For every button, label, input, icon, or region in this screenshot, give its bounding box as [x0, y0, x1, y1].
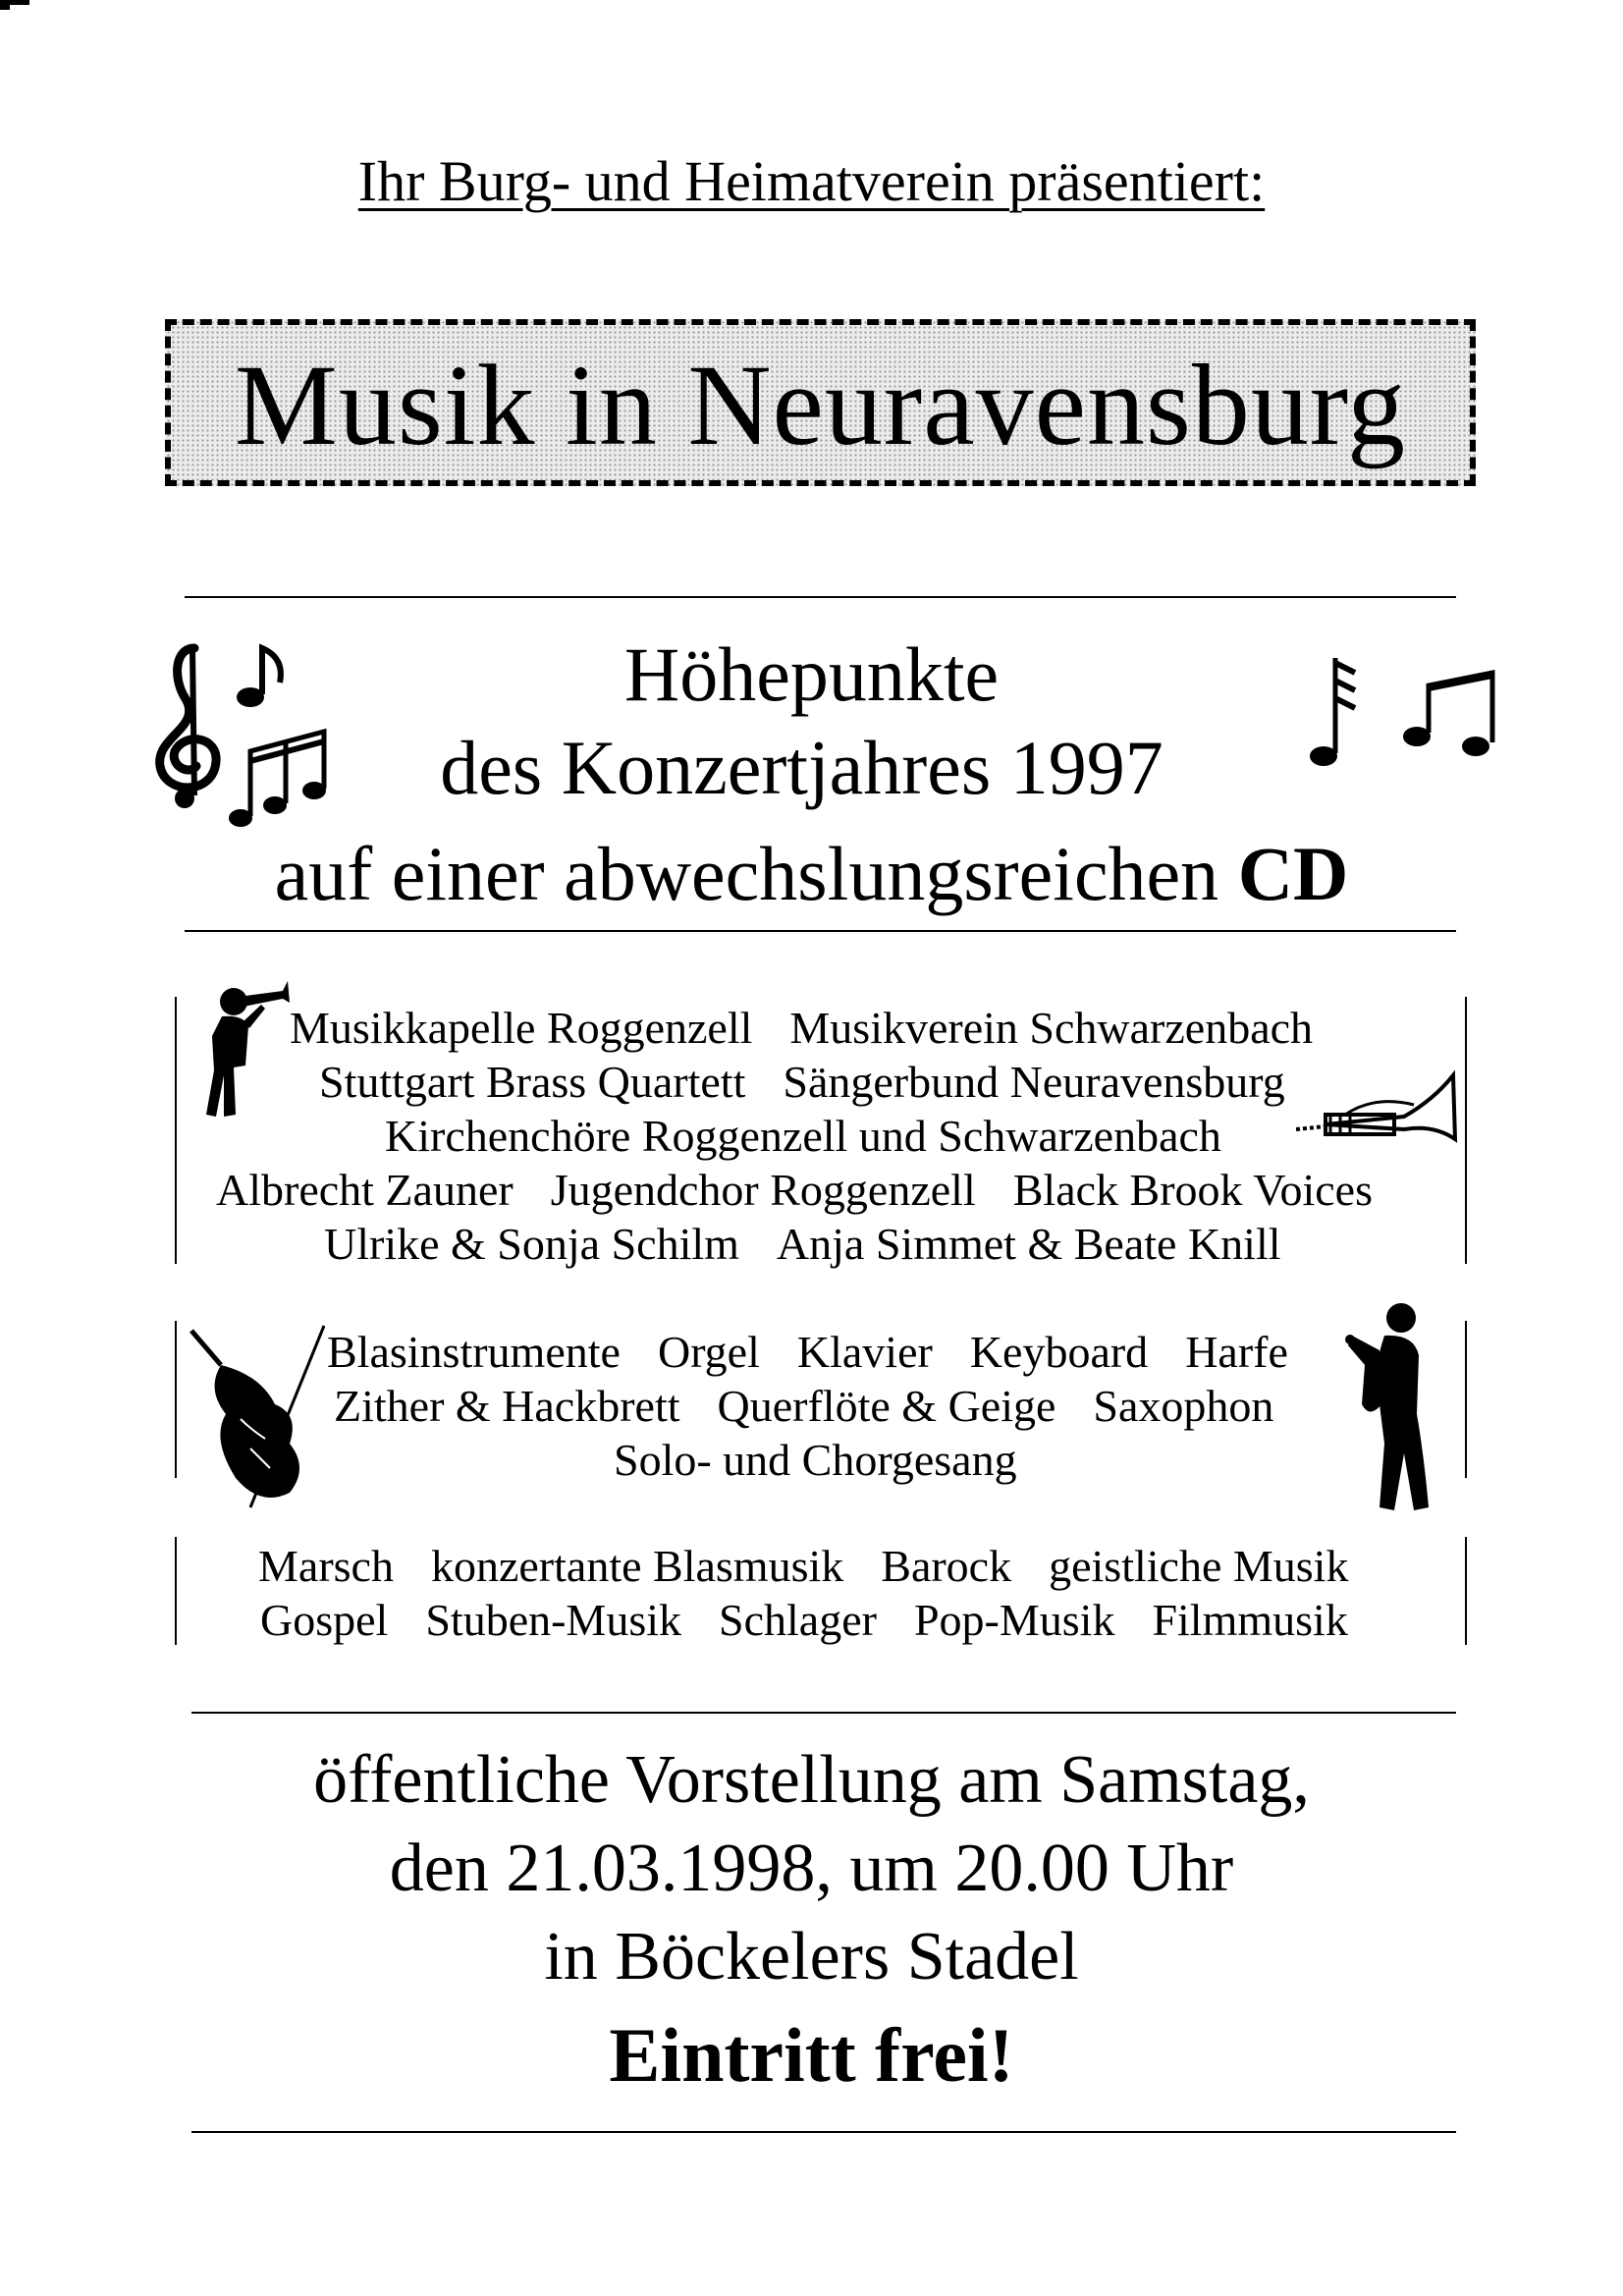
instrument: Zither & Hackbrett — [334, 1381, 680, 1431]
instruments-row — [614, 1434, 1017, 1487]
performer: Kirchenchöre Roggenzell und Schwarzenbach — [385, 1111, 1221, 1161]
performer: Musikverein Schwarzenbach — [789, 1003, 1314, 1053]
genre: Pop-Musik — [913, 1595, 1115, 1645]
trumpeter-icon — [194, 977, 293, 1124]
genre: geistliche Musik — [1049, 1541, 1349, 1591]
performer: Jugendchor Roggenzell — [550, 1165, 976, 1215]
music-notes-icon — [221, 643, 329, 830]
instrument: Keyboard — [969, 1327, 1149, 1377]
genre: Gospel — [260, 1595, 389, 1645]
instrument: Orgel — [657, 1327, 760, 1377]
performers-row — [324, 1218, 1281, 1271]
highlights-cd: CD — [1237, 831, 1349, 916]
title-banner — [165, 319, 1476, 486]
instruments-row — [334, 1380, 1273, 1433]
section-border-left — [175, 997, 177, 1264]
section-border-right — [1465, 997, 1467, 1264]
divider — [191, 2131, 1456, 2133]
performer: Sängerbund Neuravensburg — [783, 1057, 1285, 1107]
trumpet-icon — [1286, 1056, 1463, 1144]
performer: Ulrike & Sonja Schilm — [324, 1219, 739, 1269]
genre: Schlager — [719, 1595, 877, 1645]
divider — [185, 930, 1456, 932]
section-border-left — [175, 1321, 177, 1478]
entry-notice: Eintritt frei! — [609, 2012, 1014, 2098]
genre: konzertante Blasmusik — [430, 1541, 844, 1591]
divider — [185, 596, 1456, 598]
presenter-text: Ihr Burg- und Heimatverein präsentiert: — [357, 149, 1266, 213]
genre: Barock — [881, 1541, 1012, 1591]
performers-row — [319, 1056, 1285, 1109]
presenter-line — [0, 147, 1623, 216]
genre: Stuben-Musik — [425, 1595, 682, 1645]
genre: Marsch — [258, 1541, 394, 1591]
section-border-left — [175, 1537, 177, 1645]
performer: Black Brook Voices — [1012, 1165, 1374, 1215]
performer: Musikkapelle Roggenzell — [290, 1003, 753, 1053]
saxophonist-icon — [1340, 1296, 1448, 1517]
performers-row — [385, 1110, 1221, 1163]
event-venue: in Böckelers Stadel — [544, 1919, 1079, 1995]
instrument: Blasinstrumente — [327, 1327, 621, 1377]
performer: Albrecht Zauner — [216, 1165, 514, 1215]
performers-row — [290, 1002, 1313, 1055]
instrument: Harfe — [1185, 1327, 1288, 1377]
sixteenth-note-icon — [1306, 653, 1365, 771]
instrument: Klavier — [796, 1327, 933, 1377]
section-border-right — [1465, 1321, 1467, 1478]
event-date-time: den 21.03.1998, um 20.00 Uhr — [389, 1831, 1234, 1906]
section-border-right — [1465, 1537, 1467, 1645]
instrument: Querflöte & Geige — [717, 1381, 1056, 1431]
page-title: Musik in Neuravensburg — [234, 341, 1407, 469]
event-line-1: öffentliche Vorstellung am Samstag, — [313, 1742, 1310, 1818]
highlights-line-2: des Konzertjahres 1997 — [440, 725, 1163, 810]
genres-row — [258, 1540, 1348, 1593]
instruments-row — [327, 1326, 1288, 1379]
violin-icon — [182, 1321, 339, 1517]
scan-mark — [0, 0, 29, 10]
performer: Anja Simmet & Beate Knill — [776, 1219, 1281, 1269]
highlights-line-3-text: auf einer abwechslungsreichen — [274, 831, 1219, 916]
highlights-line-3 — [0, 825, 1623, 923]
genre: Filmmusik — [1152, 1595, 1348, 1645]
genres-row — [260, 1594, 1348, 1647]
performer: Stuttgart Brass Quartett — [319, 1057, 746, 1107]
instrument: Solo- und Chorgesang — [614, 1435, 1017, 1485]
eighth-notes-icon — [1399, 668, 1507, 766]
highlights-line-1: Höhepunkte — [623, 631, 1000, 717]
instrument: Saxophon — [1093, 1381, 1274, 1431]
divider — [191, 1712, 1456, 1714]
performers-row — [216, 1164, 1373, 1217]
